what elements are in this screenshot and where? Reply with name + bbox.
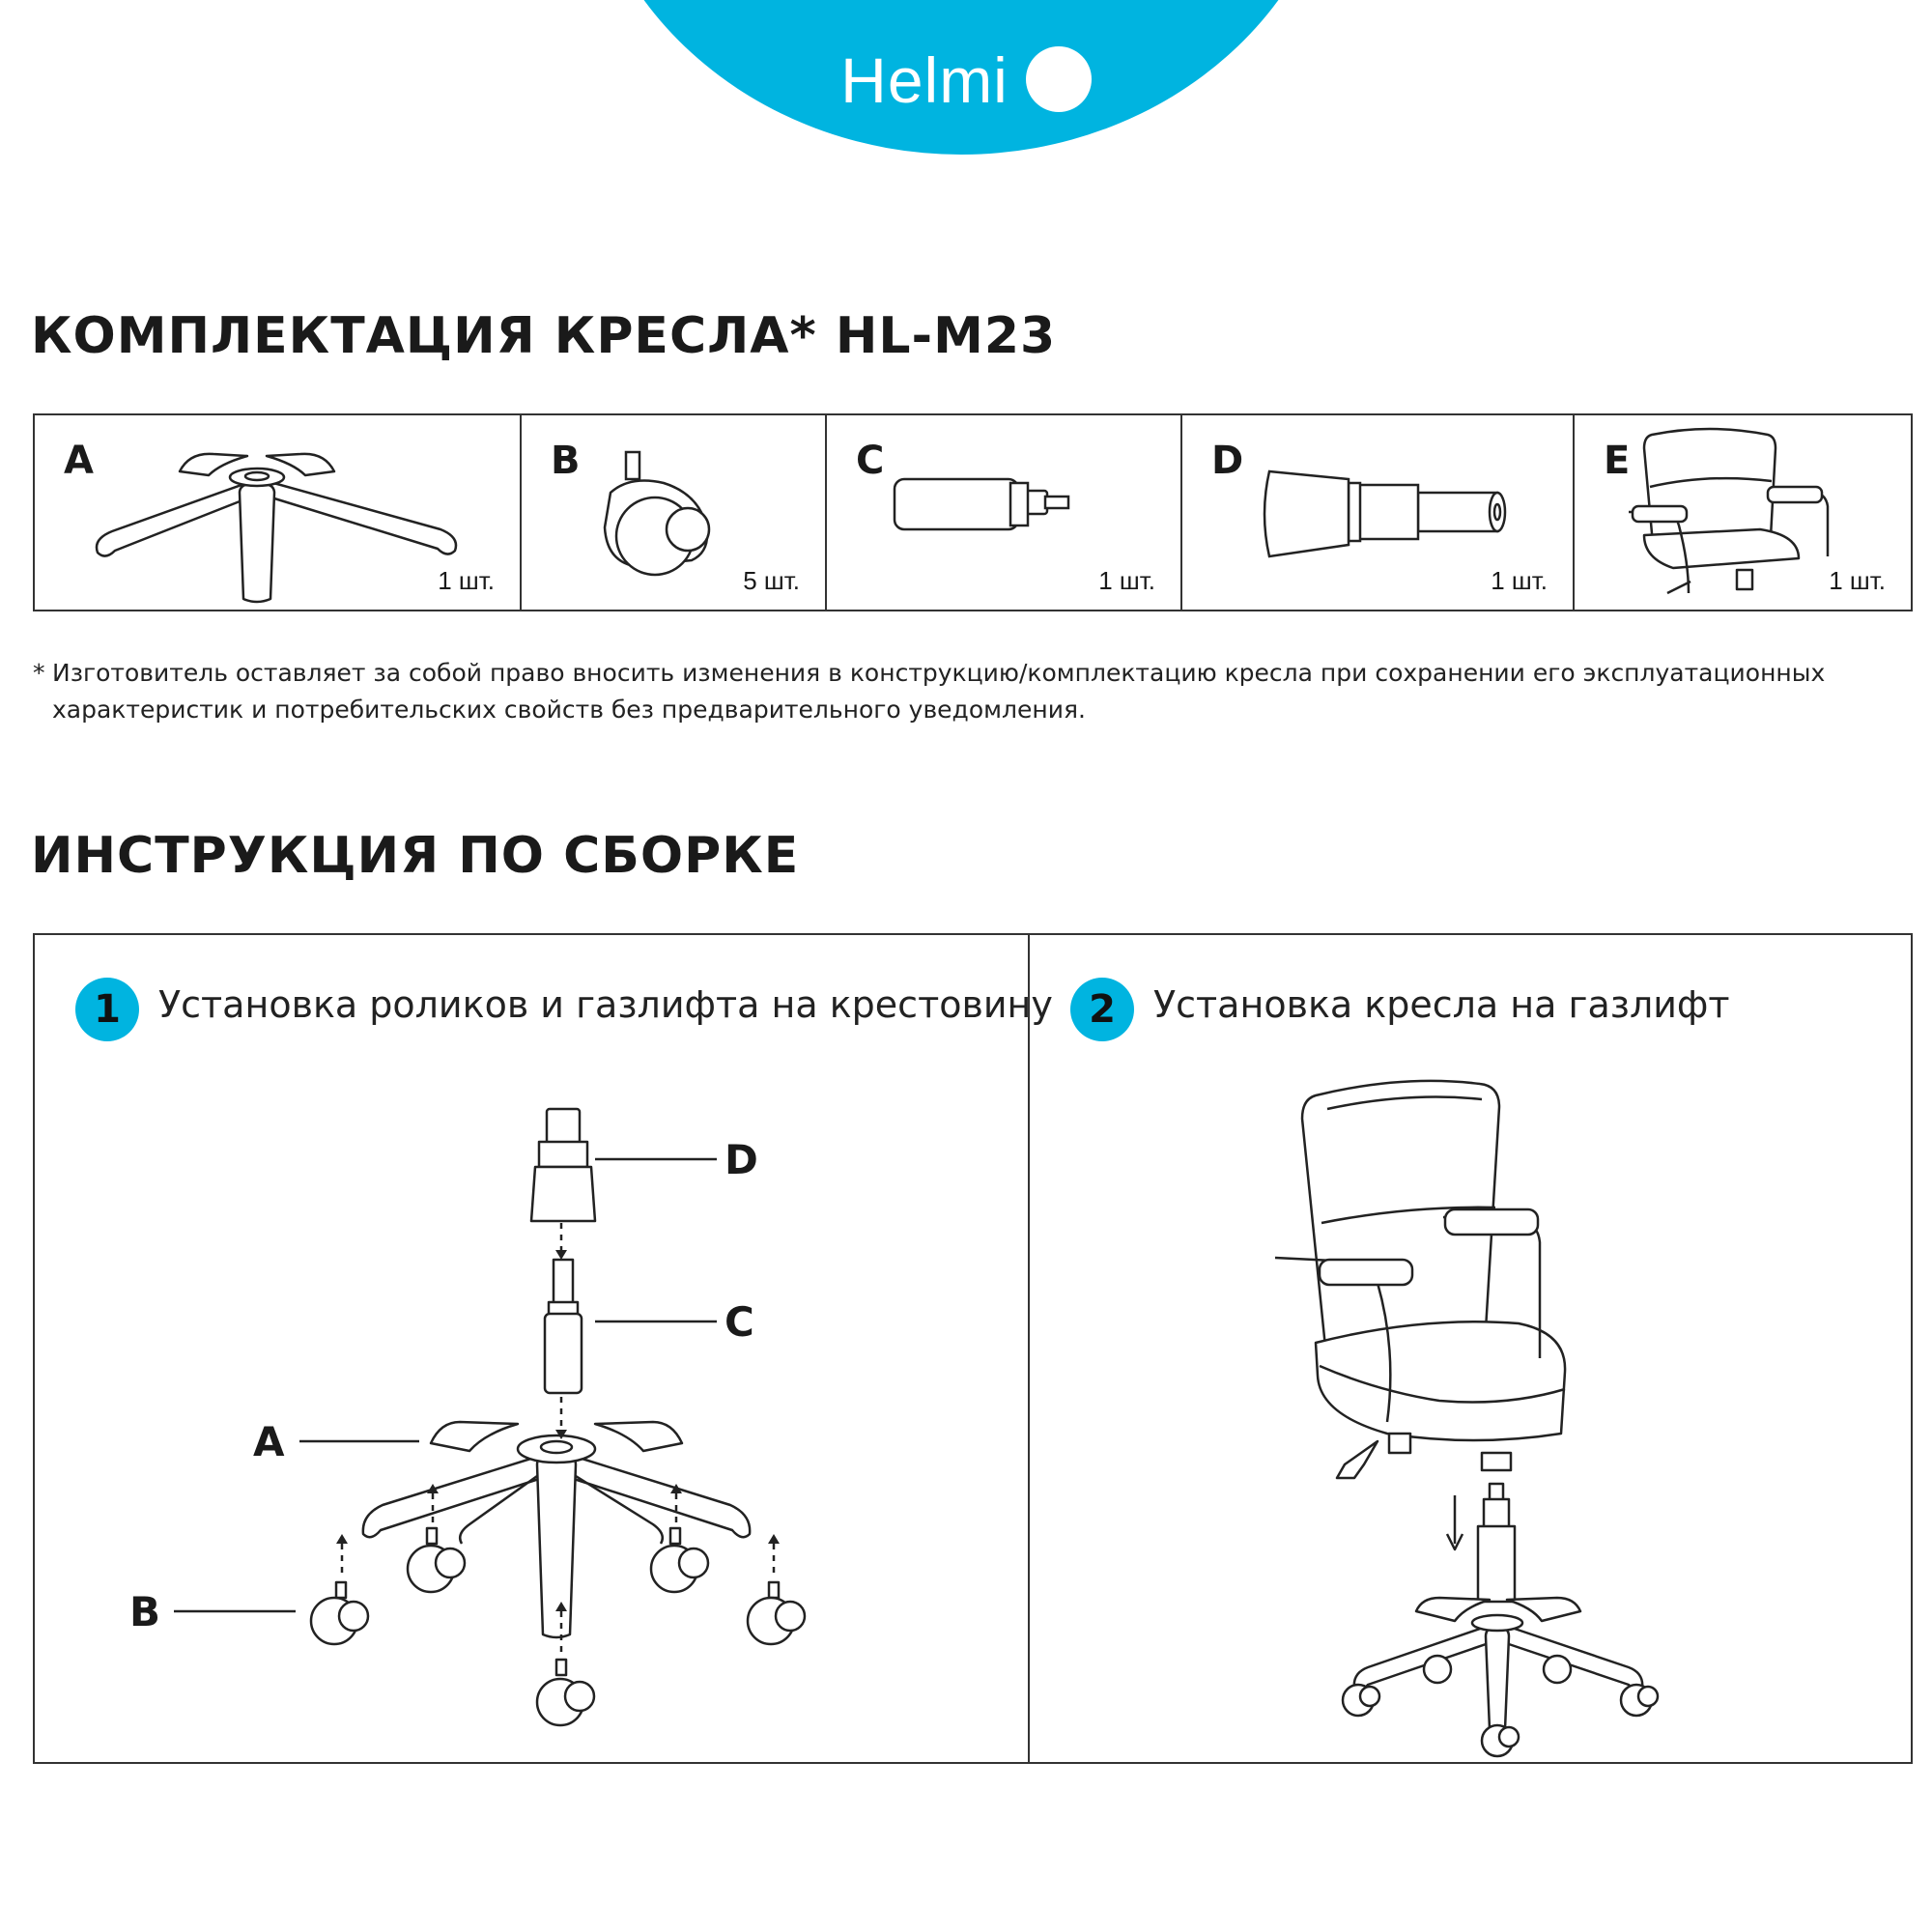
- label-d: D: [724, 1136, 758, 1183]
- footnote-marker: *: [33, 659, 45, 687]
- step-title: Установка роликов и газлифта на крестовину: [158, 983, 1053, 1026]
- logo-dot-icon: [1026, 46, 1092, 112]
- label-b: B: [129, 1588, 161, 1635]
- label-a: A: [253, 1418, 285, 1465]
- step-number-badge: 1: [75, 978, 139, 1041]
- part-letter: D: [1211, 439, 1244, 483]
- part-cell-a: [35, 415, 522, 610]
- part-quantity: 1 шт.: [1491, 566, 1548, 595]
- part-letter: A: [64, 439, 94, 483]
- part-quantity: 5 шт.: [743, 566, 800, 595]
- part-letter: C: [856, 439, 885, 483]
- parts-table: [33, 413, 1913, 611]
- part-cell-d: [1182, 415, 1575, 610]
- step-1-diagram: [35, 935, 1030, 1762]
- assembly-steps: [33, 933, 1913, 1764]
- part-cell-c: [827, 415, 1182, 610]
- step-2-diagram: [1030, 935, 1911, 1762]
- part-letter: E: [1604, 439, 1631, 483]
- part-quantity: 1 шт.: [1098, 566, 1155, 595]
- kit-heading: КОМПЛЕКТАЦИЯ КРЕСЛА* HL-M23: [31, 307, 1057, 365]
- logo-text: Helmi: [840, 44, 1009, 116]
- step-2-panel: [1030, 935, 1911, 1762]
- assembly-heading: ИНСТРУКЦИЯ ПО СБОРКЕ: [31, 827, 800, 885]
- label-c: C: [724, 1298, 754, 1346]
- part-cell-e: [1575, 415, 1911, 610]
- logo: [0, 43, 1932, 117]
- footnote: [33, 655, 1897, 728]
- part-letter: B: [551, 439, 581, 483]
- part-quantity: 1 шт.: [1829, 566, 1886, 595]
- step-title: Установка кресла на газлифт: [1153, 983, 1730, 1026]
- step-1-panel: [35, 935, 1053, 1762]
- footnote-text: Изготовитель оставляет за собой право вносить изменения в конструкцию/комплектацию кресла при сохранении его эксплуатационных характеристик и потребительских свойств без предварительного уведомления.: [52, 659, 1826, 724]
- part-quantity: 1 шт.: [438, 566, 495, 595]
- step-number-badge: 2: [1070, 978, 1134, 1041]
- part-cell-b: [522, 415, 827, 610]
